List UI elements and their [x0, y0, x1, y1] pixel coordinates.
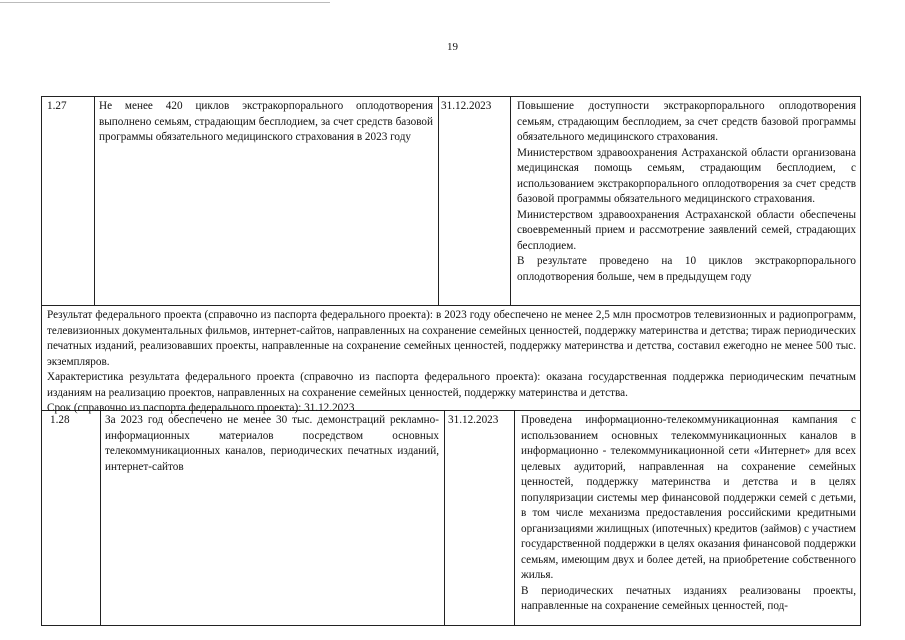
- result-paragraph: Министерством здравоохранения Астраханской области обеспечены своевременный прием и рассмотрение заявлений семей, страдающих бесплодием.: [517, 208, 856, 252]
- result-paragraph: Проведена информационно-телекоммуникационная кампания с использованием основных телекоммуникационных каналов в информационно - телекоммуникационной сети «Интернет» для всех целевых аудиторий, направленная на сохранение семейных ценностей, поддержку материнства и детства и в целях популяризации системы мер финансовой поддержки семей с детьми, в том числе механизма предоставления российскими кредитными организациями жилищных (ипотечных) кредитов (займов) с участием государственной поддержки в целях оказания финансовой поддержки семьям, имеющим двух и более детей, на приобретение собственного жилья.: [521, 414, 856, 581]
- scan-artifact-line: [0, 2, 330, 3]
- deadline-date: 31.12.2023: [441, 100, 492, 112]
- result-paragraph: В периодических печатных изданиях реализованы проекты, направленные на сохранение семейных ценностей, под-: [521, 584, 856, 612]
- result-paragraph: Повышение доступности экстракорпорального оплодотворения семьям, страдающим бесплодием, за счет средств базовой программы обязательного медицинского страхования.: [517, 100, 856, 143]
- deadline-date: 31.12.2023: [448, 414, 499, 426]
- table-border-bottom: [41, 625, 861, 626]
- page-number: 19: [447, 41, 458, 53]
- result-description: [517, 99, 856, 285]
- table-border-left: [41, 96, 42, 626]
- row-number: 1.27: [47, 100, 67, 112]
- federal-result: Результат федерального проекта (справочно из паспорта федерального проекта): в 2023 году обеспечено не менее 2,5 млн просмотров телевизионных и радиопрограмм, телевизионных документальных фильмов, интернет-сайтов, направленных на сохранение семейных ценностей, поддержку материнства и детства; тираж периодических печатных изданий, реализовавших проекты, направленные на сохранение семейных ценностей, поддержку материнства и детства, составил ежегодно не менее 500 тыс. экземпляров.: [47, 309, 856, 368]
- federal-deadline: Срок (справочно из паспорта федерального проекта): 31.12.2023: [47, 402, 355, 414]
- column-divider: [94, 96, 95, 305]
- column-divider: [438, 96, 439, 305]
- result-paragraph: Министерством здравоохранения Астраханской области организована медицинская помощь семьям, страдающим бесплодием, с использованием экстракорпорального оплодотворения за счет средств базовой программы обязательного медицинского страхования.: [517, 146, 856, 205]
- task-description: Не менее 420 циклов экстракорпорального оплодотворения выполнено семьям, страдающим бесплодием, за счет средств базовой программы обязательного медицинского страхования в 2023 году: [99, 100, 433, 143]
- federal-project-info: [47, 308, 856, 417]
- table-border-top: [41, 96, 861, 97]
- result-description: [521, 413, 856, 624]
- column-divider: [514, 410, 515, 625]
- row-number: 1.28: [50, 414, 70, 426]
- column-divider: [444, 410, 445, 625]
- row-separator: [41, 305, 861, 306]
- task-description: За 2023 год обеспечено не менее 30 тыс. демонстраций рекламно-информационных материалов посредством основных телекоммуникационных каналов, периодических печатных изданий, интернет-сайтов: [105, 414, 439, 473]
- table-border-right: [860, 96, 861, 626]
- federal-characteristic: Характеристика результата федерального проекта (справочно из паспорта федерального проекта): оказана государственная поддержка периодическим печатным изданиям на реализацию проектов, направленных на сохранение семейных ценностей, поддержку материнства и детства.: [47, 371, 856, 399]
- column-divider: [510, 96, 511, 305]
- column-divider: [100, 410, 101, 625]
- result-paragraph: В результате проведено на 10 циклов экстракорпорального оплодотворения больше, чем в предыдущем году: [517, 255, 856, 283]
